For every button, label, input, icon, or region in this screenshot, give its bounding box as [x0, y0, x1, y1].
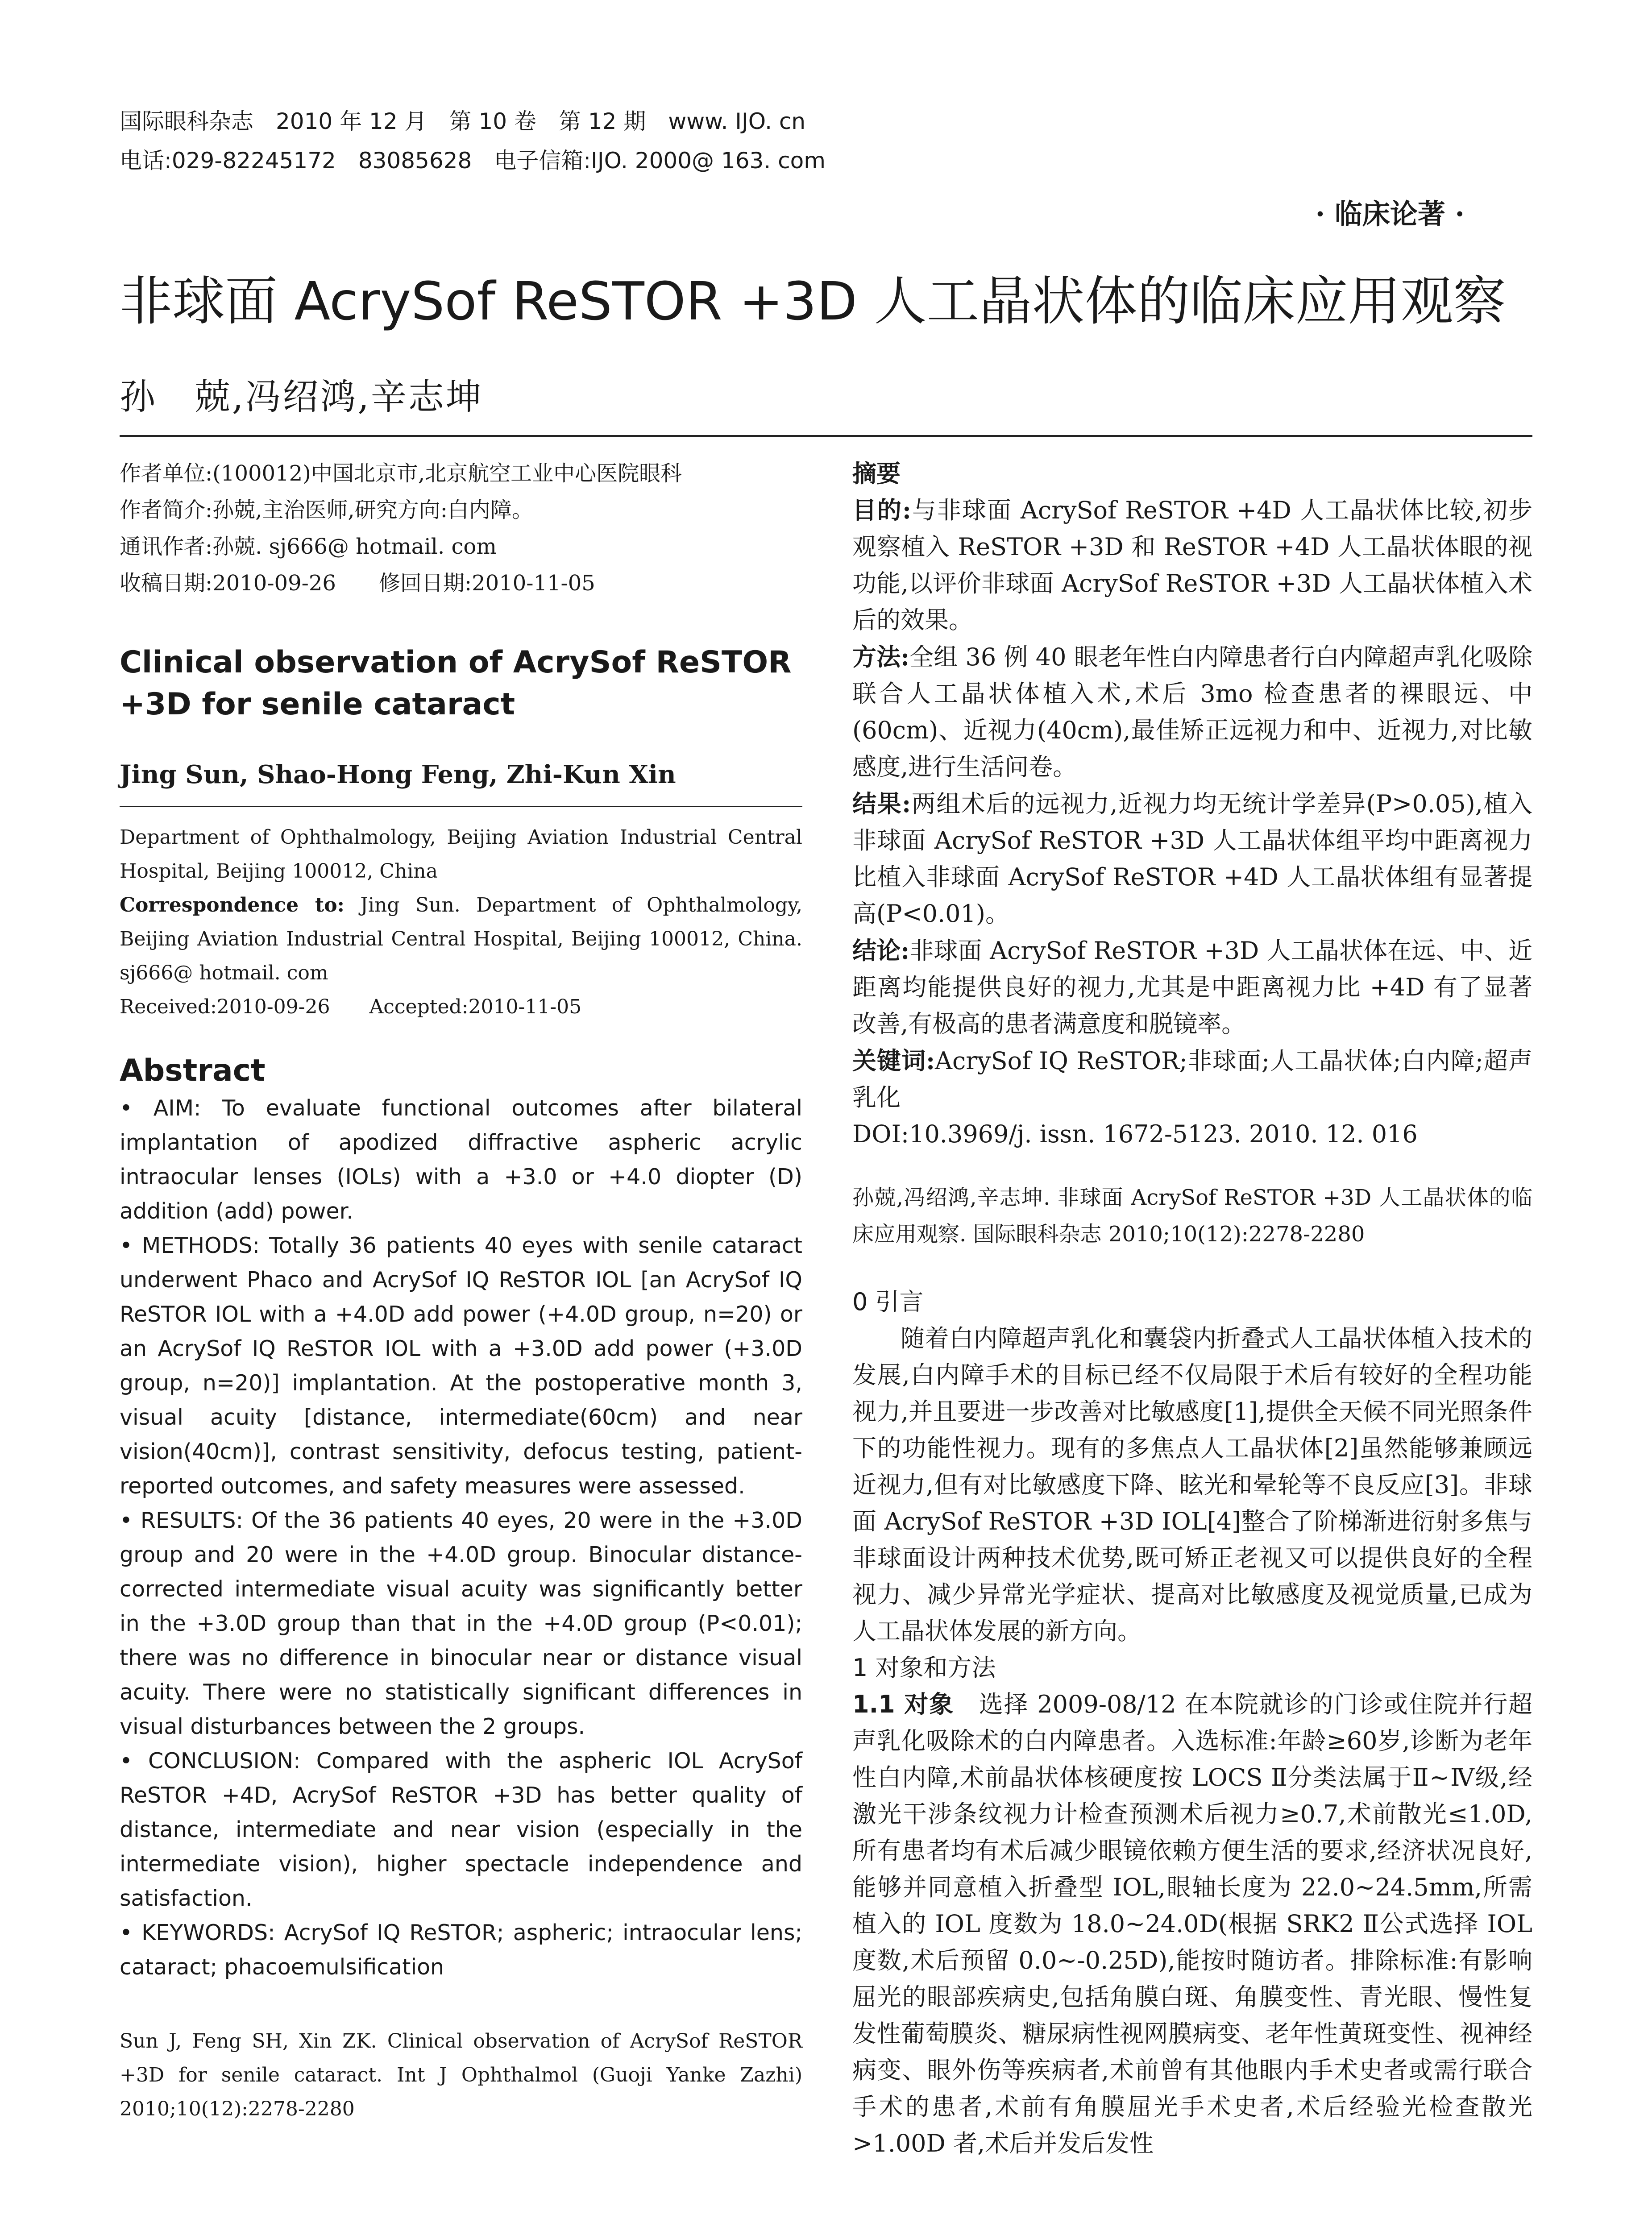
received-en: Received:2010-09-26 Accepted:2010-11-05 [120, 995, 582, 1018]
abstract-results-cn [852, 785, 1532, 932]
conclusion-label-cn: 结论: [852, 936, 910, 965]
abstract-keywords-en: • KEYWORDS: AcrySof IQ ReSTOR; aspheric; intraocular lens; cataract; phacoemulsification [120, 1920, 802, 1980]
intro-heading: 0 引言 [852, 1288, 924, 1316]
english-authors: Jing Sun, Shao-Hong Feng, Zhi-Kun Xin [120, 760, 676, 789]
keywords-text-cn: AcrySof IQ ReSTOR;非球面;人工晶状体;白内障;超声乳化 [852, 1047, 1532, 1111]
dates-cn: 收稿日期:2010-09-26 修回日期:2010-11-05 [120, 571, 595, 596]
methods-heading: 1 对象和方法 [852, 1654, 996, 1682]
abstract-heading-en: Abstract [120, 1053, 266, 1088]
corresponding-author-cn: 通讯作者:孙兢. sj666@ hotmail. com [120, 534, 497, 559]
journal-header-line1: 国际眼科杂志 2010 年 12 月 第 10 卷 第 12 期 www. IJO. cn [120, 108, 806, 134]
results-text-cn: 两组术后的远视力,近视力均无统计学差异(P>0.05),植入非球面 AcrySof ReSTOR +3D 人工晶状体组平均中距离视力比植入非球面 AcrySof ReSTOR +4D 人工晶状体组有显著提高(P<0.01)。 [852, 790, 1533, 928]
correspondence-label: Correspondence to: [120, 894, 345, 916]
aim-label-cn: 目的: [852, 496, 911, 524]
abstract-methods-cn [852, 639, 1532, 785]
abstract-en [120, 1091, 802, 1984]
subject-text: 选择 2009-08/12 在本院就诊的门诊或住院并行超声乳化吸除术的白内障患者。入选标准:年龄≥60岁,诊断为老年性白内障,术前晶状体核硬度按 LOCS Ⅱ分类法属于Ⅱ~Ⅳ级,经激光干涉条纹视力计检查预测术后视力≥0.7,术前散光≤1.0D,所有患者均有术后减少眼镜依赖方便生活的要求,经济状况良好,能够并同意植入折叠型 IOL,眼轴长度为 22.0~24.5mm,所需植入的 IOL 度数为 18.0~24.0D(根据 SRK2 Ⅱ公式选择 IOL 度数,术后预留 0.0~-0.25D),能按时随访者。排除标准:有影响屈光的眼部疾病史,包括角膜白斑、角膜变性、青光眼、慢性复发性葡萄膜炎、糖尿病性视网膜病变、老年性黄斑变性、视神经病变、眼外伤等疾病者,术前曾有其他眼内手术史者或需行联合手术的患者,术前有角膜屈光手术史者,术后经验光检查散光>1.00D 者,术后并发后发性 [852, 1690, 1532, 2157]
journal-header [120, 102, 826, 180]
english-title: Clinical observation of AcrySof ReSTOR +3D for senile cataract [120, 645, 792, 722]
abstract-heading-cn: 摘要 [852, 459, 901, 488]
abstract-keywords-cn [852, 1042, 1532, 1116]
title-rule [120, 435, 1532, 437]
author-info [120, 455, 802, 601]
results-label-cn: 结果: [852, 789, 911, 818]
abstract-aim-en: • AIM: To evaluate functional outcomes after bilateral implantation of apodized diffractive aspheric acrylic intraocular lenses (IOLs) with a +3.0 or +4.0 diopter (D) addition (add) power. [120, 1095, 802, 1224]
journal-header-line2: 电话:029-82245172 83085628 电子信箱:IJO. 2000@ 163. com [120, 148, 826, 174]
intro-paragraph: 随着白内障超声乳化和囊袋内折叠式人工晶状体植入技术的发展,白内障手术的目标已经不仅局限于术后有较好的全程功能视力,并且要进一步改善对比敏感度[1],提供全天候不同光照条件下的功能性视力。现有的多焦点人工晶状体[2]虽然能够兼顾远近视力,但有对比敏感度下降、眩光和晕轮等不良反应[3]。非球面 AcrySof ReSTOR +3D IOL[4]整合了阶梯渐进衍射多焦与非球面设计两种技术优势,既可矫正老视又可以提供良好的全程视力、减少异常光学症状、提高对比敏感度及视觉质量,已成为人工晶状体发展的新方向。 [852, 1324, 1532, 1645]
correspondence-en [120, 888, 802, 990]
keywords-label-cn: 关键词: [852, 1046, 935, 1075]
right-column [852, 455, 1532, 2162]
aim-text-cn: 与非球面 AcrySof ReSTOR +4D 人工晶状体比较,初步观察植入 ReSTOR +3D 和 ReSTOR +4D 人工晶状体眼的视功能,以评价非球面 AcrySof ReSTOR +3D 人工晶状体植入术后的效果。 [852, 496, 1533, 634]
citation-en: Sun J, Feng SH, Xin ZK. Clinical observation of AcrySof ReSTOR +3D for senile cataract. Int J Ophthalmol (Guoji Yanke Zazhi) 2010;10(12):2278-2280 [120, 2030, 802, 2120]
methods-text-cn: 全组 36 例 40 眼老年性白内障患者行白内障超声乳化吸除联合人工晶状体植入术,术后 3mo 检查患者的裸眼远、中(60cm)、近视力(40cm),最佳矫正远视力和中、近视力,对比敏感度,进行生活问卷。 [852, 643, 1532, 781]
article-title: 非球面 AcrySof ReSTOR +3D 人工晶状体的临床应用观察 [120, 270, 1506, 332]
subject-label: 1.1 对象 [852, 1690, 954, 1718]
methods-label-cn: 方法: [852, 643, 910, 671]
abstract-aim-cn [852, 492, 1532, 639]
abstract-methods-en: • METHODS: Totally 36 patients 40 eyes with senile cataract underwent Phaco and AcrySof IQ ReSTOR IOL [an AcrySof IQ ReSTOR IOL with a +4.0D add power (+4.0D group, n=20) or an AcrySof IQ ReSTOR IOL with a +3.0D add power (+3.0D group, n=20)] implantation. At the postoperative month 3, visual acuity [distance, intermediate(60cm) and near vision(40cm)], contrast sensitivity, defocus testing, patient-reported outcomes, and safety measures were assessed. [120, 1233, 802, 1499]
author-bio-cn: 作者简介:孙兢,主治医师,研究方向:白内障。 [120, 498, 533, 523]
left-column [120, 455, 802, 2126]
citation-cn: 孙兢,冯绍鸿,辛志坤. 非球面 AcrySof ReSTOR +3D 人工晶状体的临床应用观察. 国际眼科杂志 2010;10(12):2278-2280 [852, 1185, 1532, 1247]
section-tag: · 临床论著 · [1315, 198, 1465, 230]
abstract-conclusion-en: • CONCLUSION: Compared with the aspheric IOL AcrySof ReSTOR +4D, AcrySof ReSTOR +3D has better quality of distance, intermediate and near vision (especially in the intermediate vision), higher spectacle independence and satisfaction. [120, 1748, 802, 1911]
abstract-conclusion-cn [852, 932, 1532, 1042]
abstract-results-en: • RESULTS: Of the 36 patients 40 eyes, 20 were in the +3.0D group and 20 were in the +4.0D group. Binocular distance-corrected intermediate visual acuity was significantly better in the +3.0D group than that in the +4.0D group (P<0.01); there was no difference in binocular near or distance visual acuity. There were no statistically significant differences in visual disturbances between the 2 groups. [120, 1508, 802, 1739]
correspondence-text: Jing Sun. Department of Ophthalmology, Beijing Aviation Industrial Central Hospital, Beijing 100012, China. sj666@ hotmail. com [120, 894, 802, 984]
authors-rule [120, 806, 802, 807]
doi: DOI:10.3969/j. issn. 1672-5123. 2010. 12. 016 [852, 1120, 1418, 1148]
conclusion-text-cn: 非球面 AcrySof ReSTOR +3D 人工晶状体在远、中、近距离均能提供良好的视力,尤其是中距离视力比 +4D 有了显著改善,有极高的患者满意度和脱镜率。 [852, 937, 1532, 1038]
author-affiliation-cn: 作者单位:(100012)中国北京市,北京航空工业中心医院眼科 [120, 461, 682, 486]
authors-chinese: 孙 兢,冯绍鸿,辛志坤 [120, 376, 483, 418]
methods-paragraph [852, 1686, 1532, 2162]
affiliation-en: Department of Ophthalmology, Beijing Aviation Industrial Central Hospital, Beijing 100012, China [120, 826, 802, 883]
